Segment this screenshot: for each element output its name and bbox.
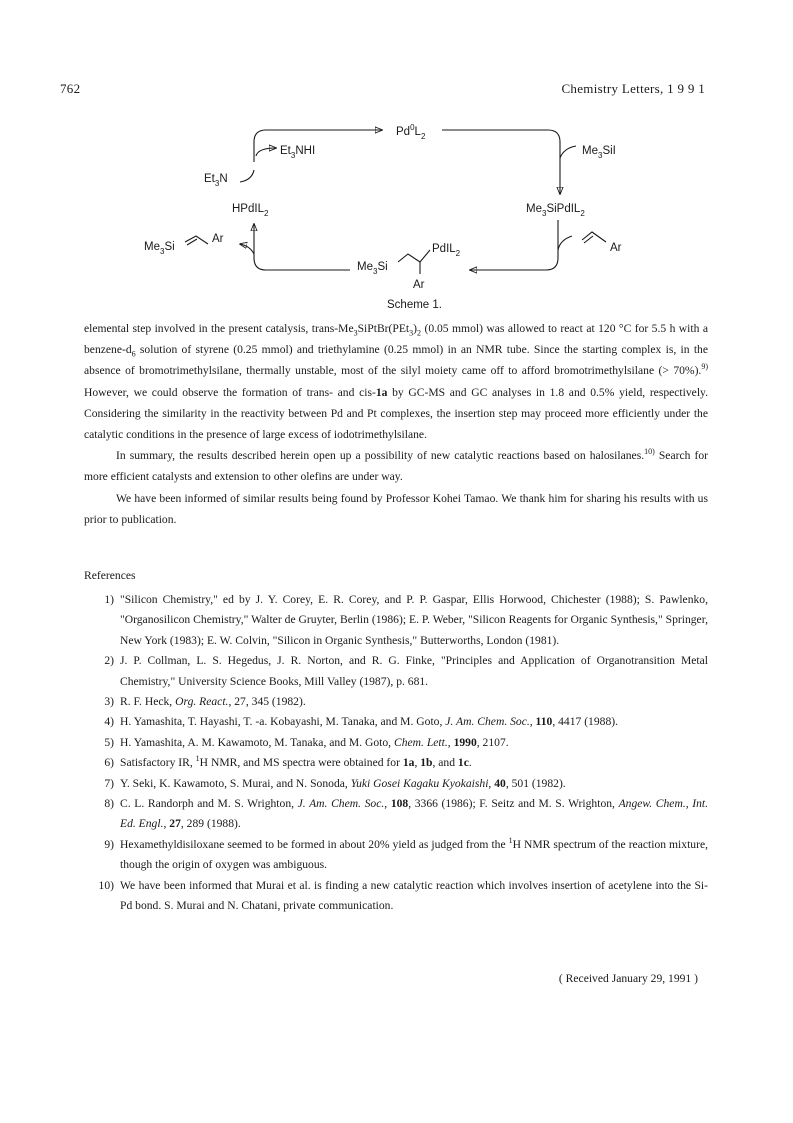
- product-ar: Ar: [212, 233, 224, 245]
- reference-5: 5) H. Yamashita, A. M. Kawamoto, M. Tanaka, and M. Goto, Chem. Lett., 1990, 2107.: [104, 735, 509, 749]
- insertion-chain: [398, 250, 430, 262]
- reference-3: 3) R. F. Heck, Org. React., 27, 345 (1982).: [104, 695, 306, 709]
- catalytic-cycle-scheme: [130, 118, 650, 318]
- reagent-et3nhi: $Et_3NHI$: [280, 145, 316, 160]
- page-number: 762: [60, 81, 81, 96]
- arrow-beta-elimination: [254, 224, 350, 270]
- reference-1: 1) "Silicon Chemistry," ed by J. Y. Corey, E. R. Corey, and P. P. Gaspar, Ellis Horwood, Chichester (1988); S. Pawlenko, "Organosilicon Chemistry," Walter de Gruyter, Berlin (1986); E. P. Weber, "Silicon Reagents for Organic Synthesis," Springer, New York (1983); E. W. Colvin, "Silicon in Organic Synthesis," Butterworths, London (1981).: [104, 593, 708, 647]
- arrow-insertion: [470, 220, 558, 270]
- body-text: [84, 318, 708, 530]
- paragraph-2: In summary, the results described herein open up a possibility of new catalytic reactions based on halosilanes.$^{10)}$ Search for more efficient catalysts and extension to other olefins are under way.: [84, 447, 708, 484]
- species-insertion-ar: Ar: [413, 279, 425, 291]
- product-me3si: $Me_3Si$: [144, 241, 175, 256]
- et3nhi-arrow: [256, 148, 276, 156]
- reference-6: 6) Satisfactory IR, $^1$H NMR, and MS spectra were obtained for 1a, 1b, and 1c.: [104, 754, 472, 770]
- arrow-oxidative-addition: [442, 130, 560, 194]
- species-me3sipdil2: $Me_3SiPdIL_2$: [526, 203, 585, 218]
- species-hpdil2: HPdIL$_2$: [232, 203, 269, 218]
- paragraph-1: elemental step involved in the present catalysis, trans-$Me_3SiPtBr(PEt_3)_2$ (0.05 mmol) was allowed to react at 120 °C for 5.5 h with a benzene-$d_6$ solution of styrene (0.25 mmol) and triethylamine (0.25 mmol) in an NMR tube. Since the starting complex is, in the absence of bromotrimethylsilane, thermally unstable, most of the silyl moiety came off to afford bromotrimethylsilane (> 70%).$^{9)}$ However, we could observe the formation of trans- and cis-1a by GC-MS and GC analyses in 1.8 and 0.5% yield, respectively. Considering the similarity in the reactivity between Pd and Pt complexes, the insertion step may proceed more efficiently under the catalytic conditions in the presence of large excess of iodotrimethylsilane.: [84, 322, 708, 442]
- alkene-ar: Ar: [610, 242, 622, 254]
- me3sii-curve: [560, 146, 576, 158]
- arrow-to-pd0: [254, 130, 382, 162]
- species-pd0l2: $Pd^0L_2$: [396, 123, 426, 141]
- species-insertion-pdil2: PdIL$_2$: [432, 243, 461, 258]
- references-heading: References: [84, 569, 136, 582]
- reagent-et3n: $Et_3N$: [204, 173, 228, 188]
- reference-2: 2) J. P. Collman, L. S. Hegedus, J. R. Norton, and R. G. Finke, "Principles and Application of Organotransition Metal Chemistry," University Science Books, Mill Valley (1987), p. 681.: [104, 654, 708, 688]
- product-curve: [240, 244, 254, 254]
- species-insertion-me3si: $Me_3Si$: [357, 261, 388, 276]
- reference-7: 7) Y. Seki, K. Kawamoto, S. Murai, and N. Sonoda, Yuki Gosei Kagaku Kyokaishi, 40, 501 (1982).: [104, 776, 566, 790]
- product-alkene: [185, 236, 208, 244]
- alkene-curve: [558, 236, 572, 250]
- scheme-caption: Scheme 1.: [387, 299, 442, 311]
- reference-9: 9) Hexamethyldisiloxane seemed to be formed in about 20% yield as judged from the $^1$H NMR spectrum of the reaction mixture, though the origin of oxygen was ambiguous.: [104, 836, 708, 872]
- reagent-me3sii: $Me_3SiI$: [582, 145, 616, 160]
- reference-8: 8) C. L. Randorph and M. S. Wrighton, J. Am. Chem. Soc., 108, 3366 (1986); F. Seitz and M. S. Wrighton, Angew. Chem., Int. Ed. Engl., 27, 289 (1988).: [104, 797, 709, 831]
- reference-4: 4) H. Yamashita, T. Hayashi, T. -a. Kobayashi, M. Tanaka, and M. Goto, J. Am. Chem. Soc., 110, 4417 (1988).: [104, 715, 619, 729]
- alkene-ar-line: [582, 232, 606, 242]
- base-curve: [240, 170, 254, 182]
- paragraph-3: We have been informed of similar results being found by Professor Kohei Tamao. We thank him for sharing his results with us prior to publication.: [84, 491, 708, 526]
- received-date: ( Received January 29, 1991 ): [558, 972, 698, 985]
- references-list: [84, 590, 708, 917]
- reference-10: 10) We have been informed that Murai et al. is finding a new catalytic reaction which involves insertion of acetylene into the Si-Pd bond. S. Murai and N. Chatani, private communication.: [98, 878, 708, 913]
- journal-header: Chemistry Letters, 1 9 9 1: [561, 81, 705, 96]
